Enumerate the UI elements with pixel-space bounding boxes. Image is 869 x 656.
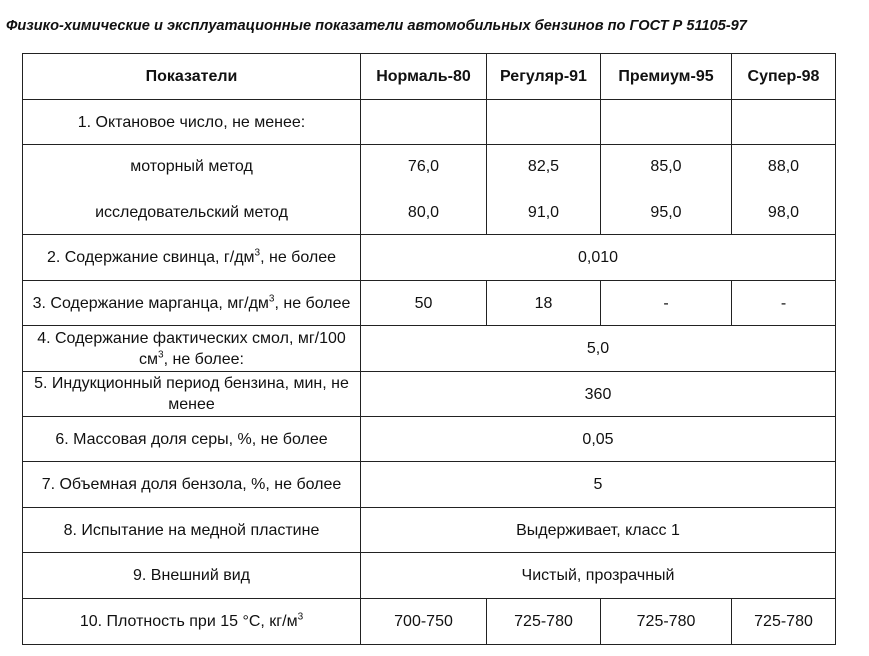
header-regular-91: Регуляр-91	[487, 54, 601, 100]
table-row	[23, 235, 836, 281]
table-row	[23, 100, 836, 145]
cell: 5,0	[361, 326, 836, 372]
cell: -	[601, 281, 732, 326]
cell: 18	[487, 281, 601, 326]
cell: Выдерживает, класс 1	[361, 508, 836, 553]
table-row	[23, 326, 836, 372]
table-row	[23, 145, 836, 235]
header-normal-80: Нормаль-80	[361, 54, 487, 100]
table-row	[23, 281, 836, 326]
header-super-98: Супер-98	[732, 54, 836, 100]
table-row	[23, 417, 836, 462]
row-label: 10. Плотность при 15 °С, $кг/м^3$	[23, 599, 361, 645]
cell: 0,05	[361, 417, 836, 462]
row-label: 8. Испытание на медной пластине	[23, 508, 361, 553]
header-row	[23, 54, 836, 100]
row-label: 3. Содержание марганца, $мг/дм^3$, не более	[23, 281, 361, 326]
cell: 700-750	[361, 599, 487, 645]
gasoline-spec-table	[22, 53, 836, 645]
header-premium-95: Премиум-95	[601, 54, 732, 100]
cell: 725-780	[487, 599, 601, 645]
cell: 85,0 95,0	[601, 145, 732, 235]
table-row	[23, 508, 836, 553]
row-label: 2. Содержание свинца, $г/дм^3$, не более	[23, 235, 361, 281]
row-label: 5. Индукционный период бензина, мин, не менее	[23, 372, 361, 417]
cell: 360	[361, 372, 836, 417]
table-row	[23, 462, 836, 508]
cell: 88,0 98,0	[732, 145, 836, 235]
row-label: 1. Октановое число, не менее:	[23, 100, 361, 145]
cell: -	[732, 281, 836, 326]
cell: Чистый, прозрачный	[361, 553, 836, 599]
row-label: 6. Массовая доля серы, %, не более	[23, 417, 361, 462]
cell: 50	[361, 281, 487, 326]
cell: 725-780	[732, 599, 836, 645]
row-label: 7. Объемная доля бензола, %, не более	[23, 462, 361, 508]
header-indicators: Показатели	[23, 54, 361, 100]
cell: 725-780	[601, 599, 732, 645]
cell: 82,5 91,0	[487, 145, 601, 235]
row-label: 9. Внешний вид	[23, 553, 361, 599]
table-row	[23, 372, 836, 417]
row-label: моторный метод исследовательский метод	[23, 145, 361, 235]
table-row	[23, 553, 836, 599]
table-row	[23, 599, 836, 645]
cell: 0,010	[361, 235, 836, 281]
table-title: Физико-химические и эксплуатационные показатели автомобильных бензинов по ГОСТ Р 51105-97	[6, 18, 747, 34]
row-label: 4. Содержание фактических смол, мг/100 $см^3$, не более:	[23, 326, 361, 372]
cell: 5	[361, 462, 836, 508]
cell: 76,0 80,0	[361, 145, 487, 235]
